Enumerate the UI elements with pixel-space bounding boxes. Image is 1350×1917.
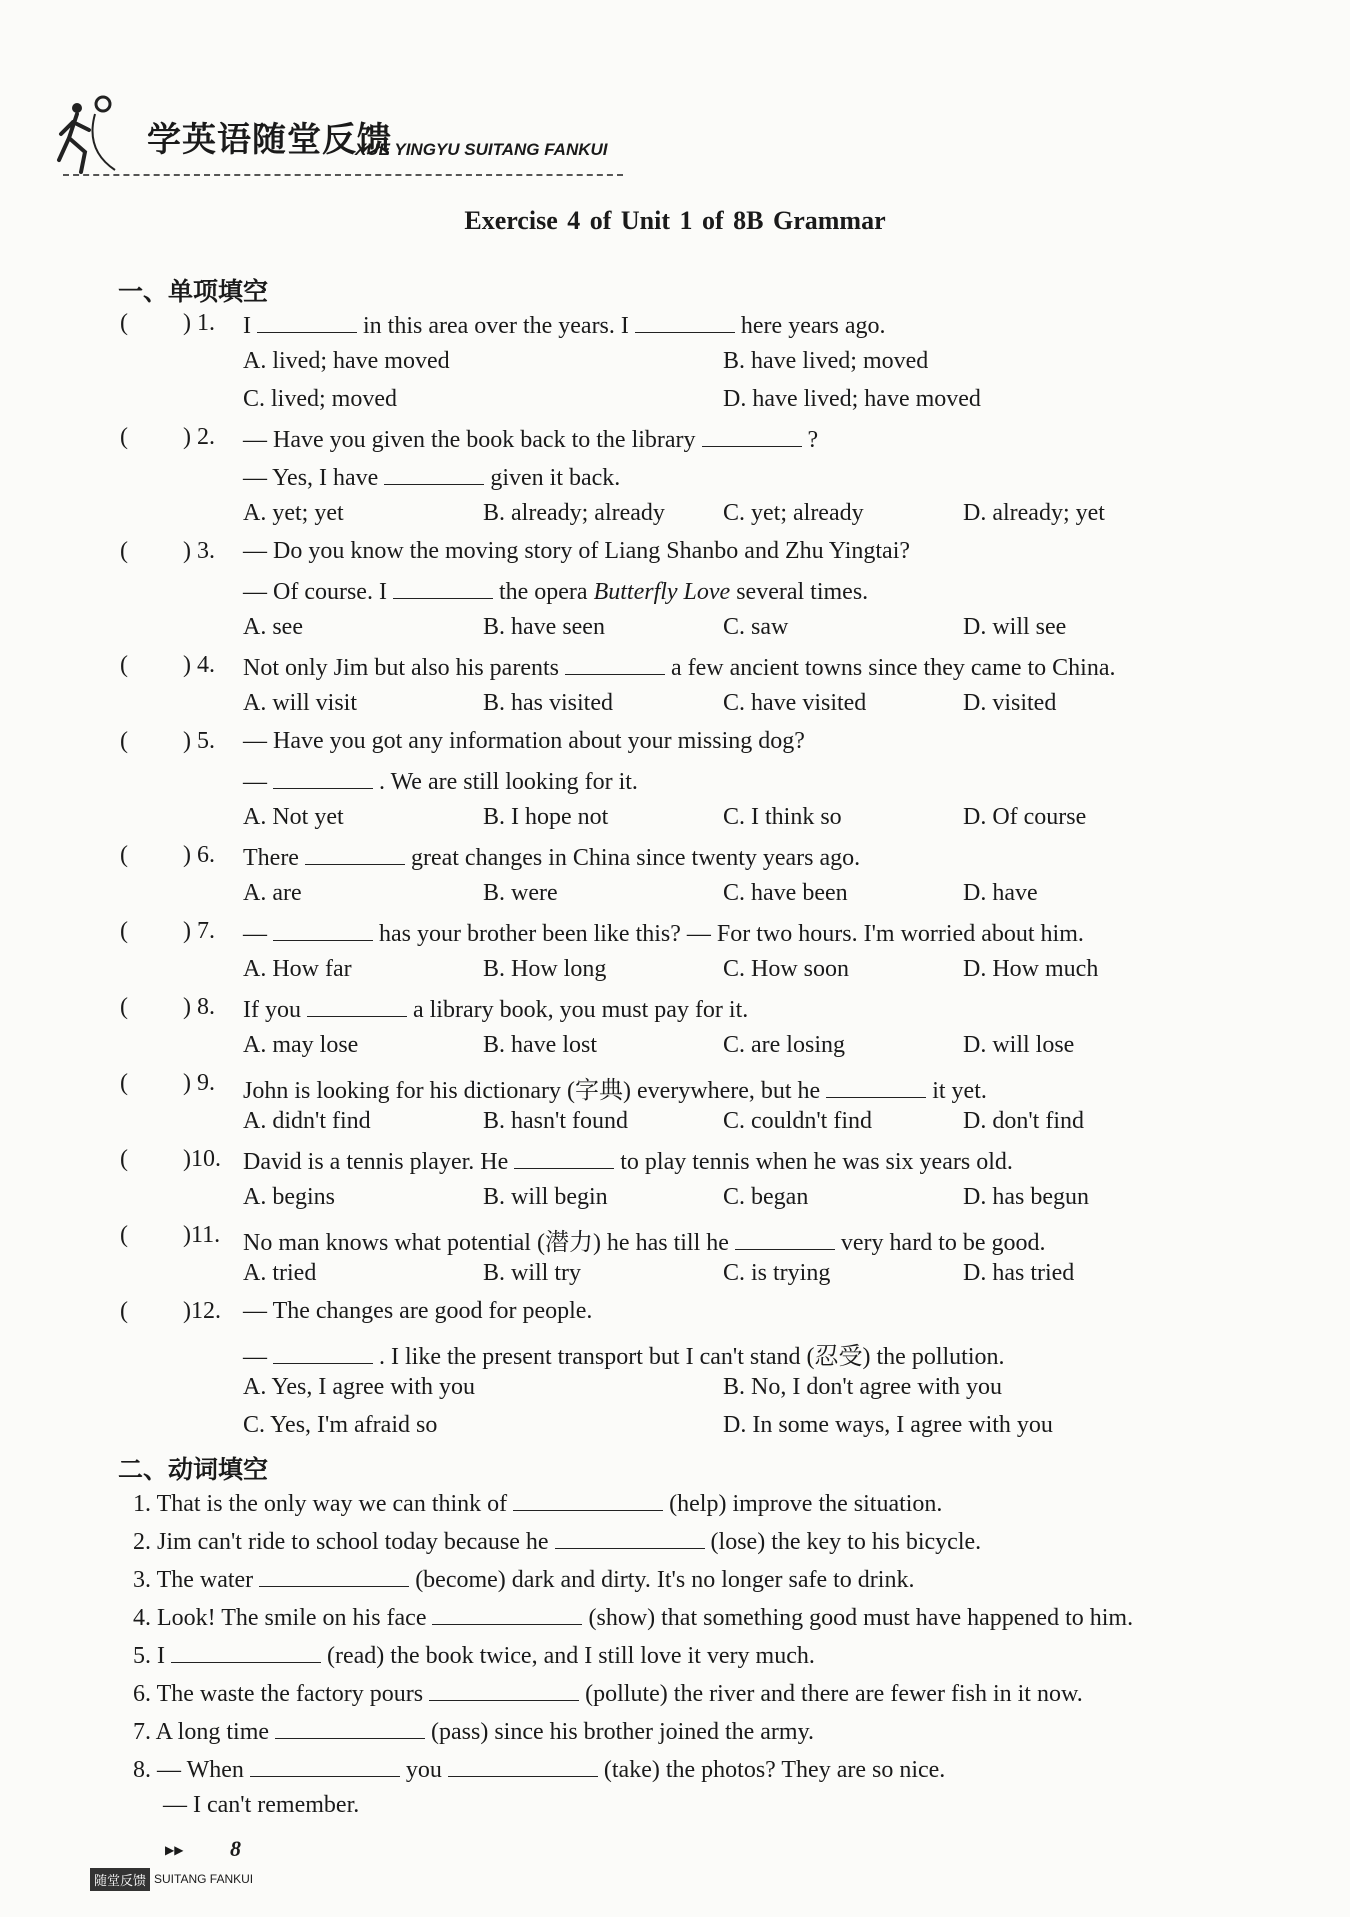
verb-question-6: 6. The waste the factory pours (pollute) the river and there are fewer fish in it now. xyxy=(133,1678,1083,1708)
option-c: C. Yes, I'm afraid so xyxy=(243,1412,438,1438)
option-a: A. see xyxy=(243,614,303,640)
option-d: D. have lived; have moved xyxy=(723,386,981,412)
option-b: B. have seen xyxy=(483,614,605,640)
double-arrow-icon: ▶▶ xyxy=(165,1843,184,1857)
section-title-verb-fill: 二、动词填空 xyxy=(118,1455,269,1484)
option-d: D. visited xyxy=(963,690,1057,716)
option-c: C. saw xyxy=(723,614,789,640)
verb-question-2: 2. Jim can't ride to school today because he (lose) the key to his bicycle. xyxy=(133,1526,981,1556)
blank[interactable] xyxy=(432,1602,582,1625)
option-b: B. will begin xyxy=(483,1184,608,1210)
option-d: D. has begun xyxy=(963,1184,1089,1210)
answer-bracket[interactable]: ( xyxy=(120,310,128,336)
runner-logo-icon xyxy=(55,90,145,180)
verb-question-3: 3. The water (become) dark and dirty. It's no longer safe to drink. xyxy=(133,1564,914,1594)
answer-bracket[interactable]: ( xyxy=(120,1298,128,1324)
option-c: C. I think so xyxy=(723,804,842,830)
option-a: A. will visit xyxy=(243,690,358,716)
option-b: B. already; already xyxy=(483,500,665,526)
answer-bracket[interactable]: ( xyxy=(120,1222,128,1248)
header-title-en: XUE YINGYU SUITANG FANKUI xyxy=(355,140,608,159)
option-c: C. is trying xyxy=(723,1260,831,1286)
blank[interactable] xyxy=(513,1488,663,1511)
verb-question-1: 1. That is the only way we can think of (help) improve the situation. xyxy=(133,1488,942,1518)
option-c: C. couldn't find xyxy=(723,1108,872,1134)
blank[interactable] xyxy=(448,1754,598,1777)
footer-logo xyxy=(90,1868,253,1890)
blank[interactable] xyxy=(171,1640,321,1663)
answer-bracket[interactable]: ( xyxy=(120,1146,128,1172)
option-a: A. may lose xyxy=(243,1032,359,1058)
option-d: D. will lose xyxy=(963,1032,1075,1058)
option-a: A. tried xyxy=(243,1260,317,1286)
option-b: B. No, I don't agree with you xyxy=(723,1374,1002,1400)
answer-bracket[interactable]: ( xyxy=(120,728,128,754)
page-number: 8 xyxy=(230,1836,241,1861)
answer-bracket[interactable]: ( xyxy=(120,652,128,678)
blank xyxy=(635,310,735,333)
option-a: A. begins xyxy=(243,1184,335,1210)
option-b: B. How long xyxy=(483,956,607,982)
blank[interactable] xyxy=(250,1754,400,1777)
option-b: B. has visited xyxy=(483,690,613,716)
option-b: B. have lived; moved xyxy=(723,348,929,374)
verb-question-8-reply: — I can't remember. xyxy=(163,1792,360,1818)
option-a: A. didn't find xyxy=(243,1108,371,1134)
option-c: C. lived; moved xyxy=(243,386,397,412)
option-d: D. Of course xyxy=(963,804,1087,830)
option-c: C. How soon xyxy=(723,956,850,982)
option-a: A. Yes, I agree with you xyxy=(243,1374,475,1400)
option-c: C. have visited xyxy=(723,690,867,716)
footer-logo-cn: 随堂反馈 xyxy=(90,1868,150,1891)
verb-question-7: 7. A long time (pass) since his brother joined the army. xyxy=(133,1716,814,1746)
verb-question-8: 8. — When you (take) the photos? They are so nice. xyxy=(133,1754,945,1784)
option-c: C. yet; already xyxy=(723,500,864,526)
option-b: B. will try xyxy=(483,1260,582,1286)
blank[interactable] xyxy=(429,1678,579,1701)
footer-logo-en: SUITANG FANKUI xyxy=(154,1872,254,1886)
answer-bracket[interactable]: ( xyxy=(120,918,128,944)
option-c: C. are losing xyxy=(723,1032,845,1058)
answer-bracket[interactable]: ( xyxy=(120,1070,128,1096)
option-d: D. How much xyxy=(963,956,1099,982)
blank[interactable] xyxy=(259,1564,409,1587)
option-d: D. don't find xyxy=(963,1108,1084,1134)
option-a: A. yet; yet xyxy=(243,500,344,526)
option-a: A. Not yet xyxy=(243,804,344,830)
answer-bracket[interactable]: ( xyxy=(120,424,128,450)
option-c: C. have been xyxy=(723,880,848,906)
header-title-cn: 学英语随堂反馈 xyxy=(147,120,392,160)
option-d: D. has tried xyxy=(963,1260,1075,1286)
option-a: A. lived; have moved xyxy=(243,348,450,374)
option-b: B. have lost xyxy=(483,1032,597,1058)
verb-question-5: 5. I (read) the book twice, and I still love it very much. xyxy=(133,1640,815,1670)
page-title: Exercise 4 of Unit 1 of 8B Grammar xyxy=(464,206,886,235)
blank[interactable] xyxy=(555,1526,705,1549)
verb-question-4: 4. Look! The smile on his face (show) that something good must have happened to him. xyxy=(133,1602,1133,1632)
header-divider xyxy=(63,174,623,176)
option-d: D. In some ways, I agree with you xyxy=(723,1412,1053,1438)
option-b: B. hasn't found xyxy=(483,1108,628,1134)
option-b: B. I hope not xyxy=(483,804,609,830)
answer-bracket[interactable]: ( xyxy=(120,842,128,868)
option-b: B. were xyxy=(483,880,558,906)
answer-bracket[interactable]: ( xyxy=(120,538,128,564)
option-c: C. began xyxy=(723,1184,809,1210)
option-a: A. are xyxy=(243,880,302,906)
option-d: D. already; yet xyxy=(963,500,1105,526)
answer-bracket[interactable]: ( xyxy=(120,994,128,1020)
section-title-single-choice: 一、单项填空 xyxy=(118,277,269,306)
blank[interactable] xyxy=(275,1716,425,1739)
blank xyxy=(257,310,357,333)
page-header xyxy=(55,82,655,182)
option-d: D. will see xyxy=(963,614,1067,640)
option-d: D. have xyxy=(963,880,1038,906)
option-a: A. How far xyxy=(243,956,352,982)
